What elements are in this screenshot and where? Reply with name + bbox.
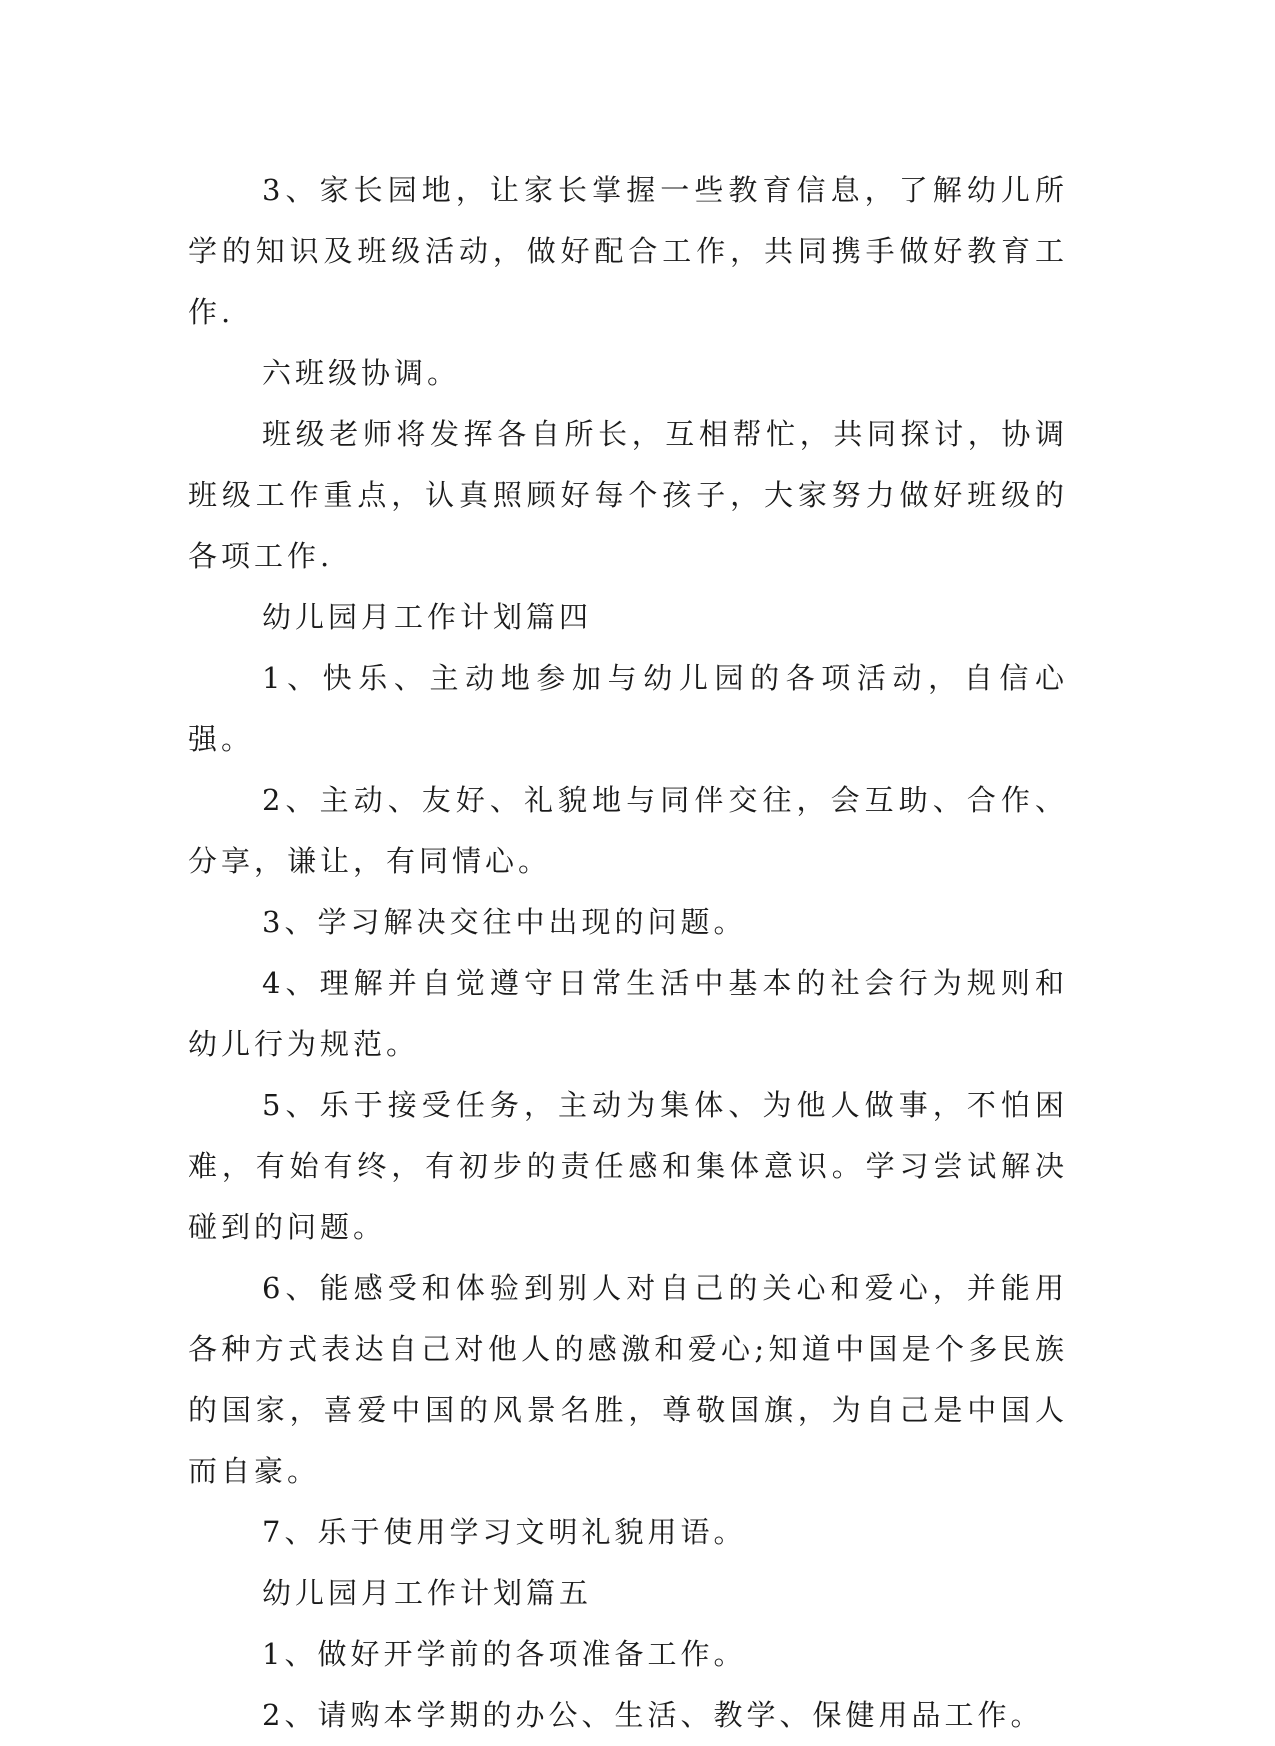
- section-heading-class-coordination: 六班级协调。: [262, 356, 461, 390]
- list-item-6: 6、能感受和体验到别人对自己的关心和爱心，并能用各种方式表达自己对他人的感激和爱心;知道中国是个多民族的国家，喜爱中国的风景名胜，尊敬国旗，为自己是中国人而自豪。: [188, 1271, 1068, 1488]
- document-body: [188, 160, 1068, 1746]
- list-item-4: 4、理解并自觉遵守日常生活中基本的社会行为规则和幼儿行为规范。: [188, 966, 1068, 1061]
- paragraph-home-school-corner: 3、家长园地，让家长掌握一些教育信息，了解幼儿所学的知识及班级活动，做好配合工作，共同携手做好教育工作.: [188, 173, 1068, 329]
- list-item-5: 5、乐于接受任务，主动为集体、为他人做事，不怕困难，有始有终，有初步的责任感和集体意识。学习尝试解决碰到的问题。: [188, 1088, 1068, 1244]
- list-item-1: 1、快乐、主动地参加与幼儿园的各项活动，自信心强。: [188, 661, 1068, 756]
- plan-heading-part-four: 幼儿园月工作计划篇四: [262, 600, 593, 634]
- list-item-7: 7、乐于使用学习文明礼貌用语。: [262, 1515, 747, 1549]
- plan-heading-part-five: 幼儿园月工作计划篇五: [262, 1576, 593, 1610]
- list-item-prep-1: 1、做好开学前的各项准备工作。: [262, 1637, 747, 1671]
- list-item-prep-2: 2、请购本学期的办公、生活、教学、保健用品工作。: [262, 1698, 1044, 1732]
- paragraph-class-coordination: 班级老师将发挥各自所长，互相帮忙，共同探讨，协调班级工作重点，认真照顾好每个孩子，大家努力做好班级的各项工作.: [188, 417, 1068, 573]
- list-item-2: 2、主动、友好、礼貌地与同伴交往，会互助、合作、分享，谦让，有同情心。: [188, 783, 1068, 878]
- list-item-3: 3、学习解决交往中出现的问题。: [262, 905, 747, 939]
